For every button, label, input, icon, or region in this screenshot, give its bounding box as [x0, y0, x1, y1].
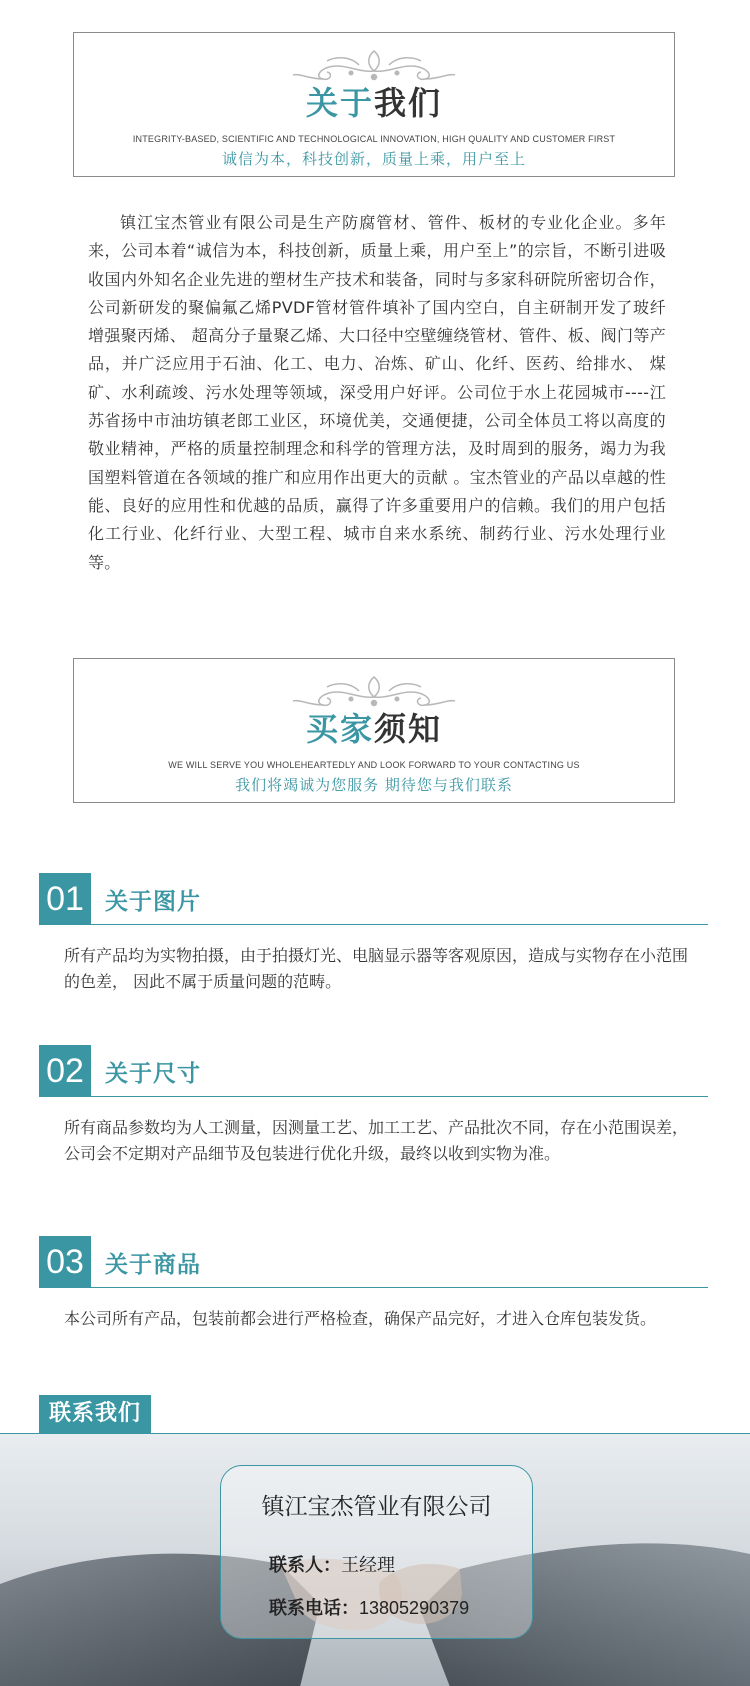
notice-header: [39, 1236, 708, 1288]
notice-header: [39, 1045, 708, 1097]
notice-body: 所有产品均为实物拍摄，由于拍摄灯光、电脑显示器等客观原因，造成与实物存在小范围的色差， 因此不属于质量问题的范畴。: [64, 946, 689, 991]
notice-title: 关于商品: [105, 1252, 201, 1278]
notice-title: 关于尺寸: [105, 1061, 201, 1087]
notice-size: [39, 1045, 708, 1167]
buyer-title-accent: 买家: [305, 710, 374, 748]
buyer-subtitle-en: WE WILL SERVE YOU WHOLEHEARTEDLY AND LOOK FORWARD TO YOUR CONTACTING US: [168, 760, 580, 770]
ornament-flourish-icon: [289, 43, 459, 85]
about-title: [74, 83, 674, 123]
about-title-accent: 关于: [305, 84, 374, 122]
about-subtitle-en: INTEGRITY-BASED, SCIENTIFIC AND TECHNOLOGICAL INNOVATION, HIGH QUALITY AND CUSTOMER FIRST: [132, 134, 616, 144]
contact-card: [220, 1465, 533, 1639]
contact-phone-line: [269, 1594, 469, 1620]
buyer-title-rest: 须知: [374, 710, 443, 748]
notice-body: 所有商品参数均为人工测量，因测量工艺、加工工艺、产品批次不同，存在小范围误差，公司会不定期对产品细节及包装进行优化升级，最终以收到实物为准。: [64, 1118, 689, 1163]
notice-pictures: [39, 873, 708, 995]
notice-title: 关于图片: [105, 889, 201, 915]
buyer-title: [74, 709, 674, 749]
contact-person-value: 王经理: [341, 1555, 395, 1576]
buyer-header-box: [73, 658, 675, 803]
notice-body: 本公司所有产品，包装前都会进行严格检查，确保产品完好，才进入仓库包装发货。: [64, 1309, 657, 1328]
contact-person-label: 联系人：: [269, 1555, 341, 1576]
about-subtitle-cn: 诚信为本，科技创新，质量上乘，用户至上: [221, 150, 526, 168]
contact-us-tag: 联系我们: [39, 1395, 151, 1433]
notice-products: [39, 1236, 708, 1332]
notice-number-badge: 01: [39, 873, 91, 925]
contact-person-line: [269, 1551, 395, 1577]
about-title-rest: 我们: [374, 84, 443, 122]
about-header-box: [73, 32, 675, 177]
notice-number-badge: 02: [39, 1045, 91, 1097]
ornament-flourish-icon: [289, 669, 459, 711]
company-intro-paragraph: 镇江宝杰管业有限公司是生产防腐管材、管件、板材的专业化企业。多年来，公司本着“诚信为本，科技创新，质量上乘，用户至上”的宗旨，不断引进吸收国内外知名企业先进的塑材生产技术和装备，同时与多家科研院所密切合作，公司新研发的聚偏氟乙烯PVDF管材管件填补了国内空白，自主研制开发了玻纤增强聚丙烯、 超高分子量聚乙烯、大口径中空壁缠绕管材、管件、板、阀门等产品，并广泛应用于石油、化工、电力、冶炼、矿山、化纤、医药、给排水、 煤矿、水利疏竣、污水处理等领域，深受用户好评。公司位于水上花园城市----江苏省扬中市油坊镇老郎工业区，环境优美，交通便捷，公司全体员工将以高度的敬业精神，严格的质量控制理念和科学的管理方法，及时周到的服务，竭力为我国塑料管道在各领域的推广和应用作出更大的贡献 。宝杰管业的产品以卓越的性能、良好的应用性和优越的品质，赢得了许多重要用户的信赖。我们的用户包括化工行业、化纤行业、大型工程、城市自来水系统、制药行业、污水处理行业等。: [88, 213, 666, 572]
buyer-subtitle-cn: 我们将竭诚为您服务 期待您与我们联系: [235, 776, 513, 794]
contact-phone-value[interactable]: 13805290379: [359, 1598, 470, 1618]
company-name: 镇江宝杰管业有限公司: [261, 1494, 492, 1520]
notice-header: [39, 873, 708, 925]
contact-phone-label: 联系电话：: [269, 1598, 359, 1619]
notice-number-badge: 03: [39, 1236, 91, 1288]
